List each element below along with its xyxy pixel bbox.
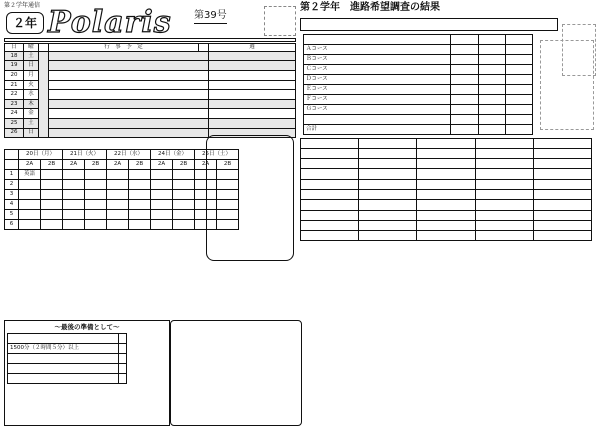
schedule-weekday: 月 [24, 71, 39, 81]
school-row [301, 148, 592, 158]
points-row [8, 354, 127, 364]
lesson-cell [63, 189, 85, 199]
school-cell [301, 159, 359, 169]
course-row [304, 44, 533, 54]
lesson-cell [63, 219, 85, 229]
lesson-cell [19, 219, 41, 229]
schedule-weekday: 日 [24, 61, 39, 71]
schedule-duty [209, 71, 296, 81]
course-row [304, 124, 533, 134]
course-row [304, 94, 533, 104]
points-row [8, 344, 127, 354]
lesson-day-header: 21日（火） [63, 149, 107, 159]
schedule-row [5, 71, 296, 81]
schedule-event [49, 80, 209, 90]
school-cell [533, 220, 591, 230]
course-count [479, 84, 506, 94]
lesson-class-header: 2A [195, 159, 217, 169]
schedule-row [5, 80, 296, 90]
school-cell [417, 179, 475, 189]
course-desc [451, 54, 479, 64]
points-subtitle: 〜最後の準備として〜 [54, 323, 120, 331]
schedule-duty [209, 99, 296, 109]
course-guardian [506, 74, 533, 84]
schedule-row [5, 51, 296, 61]
lesson-cell [19, 199, 41, 209]
schedule-weekday: 土 [24, 51, 39, 61]
schedule-day: 20 [5, 71, 24, 81]
course-name: Ｃコース [304, 64, 451, 74]
lesson-cell [41, 189, 63, 199]
schedule-row [5, 61, 296, 71]
school-cell [475, 189, 533, 199]
schedule-event [49, 61, 209, 71]
issue-number: 第39号 [194, 10, 227, 24]
school-row [301, 200, 592, 210]
course-name: Ｇコース [304, 104, 451, 114]
school-cell [533, 169, 591, 179]
rehearsal-box [170, 320, 302, 426]
lesson-cell [129, 209, 151, 219]
lesson-class-header: 2A [151, 159, 173, 169]
school-cell [417, 148, 475, 158]
course-row [304, 114, 533, 124]
course-guardian [506, 84, 533, 94]
school-cell [301, 220, 359, 230]
schedule-weekday: 水 [24, 90, 39, 100]
school-cell [417, 231, 475, 241]
lesson-cell [173, 209, 195, 219]
lesson-cell [19, 189, 41, 199]
q2-head-guardian [506, 34, 533, 44]
school-row [301, 138, 592, 148]
course-row [304, 74, 533, 84]
points-range [8, 374, 119, 384]
course-name [304, 114, 451, 124]
school-cell [359, 189, 417, 199]
school-cell [417, 189, 475, 199]
school-cell [301, 210, 359, 220]
lesson-cell [85, 219, 107, 229]
schedule-duty [209, 51, 296, 61]
lesson-cell [85, 169, 107, 179]
school-cell [533, 179, 591, 189]
school-row [301, 169, 592, 179]
points-value [119, 364, 127, 374]
course-name: Ａコース [304, 44, 451, 54]
teacher-illustration [540, 40, 594, 130]
lesson-row [5, 179, 239, 189]
school-cell [301, 179, 359, 189]
school-cell [475, 210, 533, 220]
lesson-cell [19, 179, 41, 189]
lessons-table [4, 149, 239, 230]
schedule-day: 26 [5, 128, 24, 138]
lesson-class-header: 2B [41, 159, 63, 169]
course-desc [451, 104, 479, 114]
lesson-cell [85, 209, 107, 219]
q2-table [303, 34, 533, 135]
schedule-weekday: 土 [24, 119, 39, 129]
course-desc [451, 64, 479, 74]
school-cell [301, 148, 359, 158]
schedule-weekday: 日 [24, 128, 39, 138]
course-count [479, 124, 506, 134]
q2-head-desc [451, 34, 479, 44]
lesson-day-header: 24日（金） [151, 149, 195, 159]
school-cell [359, 200, 417, 210]
schedule-row [5, 99, 296, 109]
lesson-cell [107, 179, 129, 189]
lesson-cell [151, 189, 173, 199]
q3-table [300, 138, 592, 242]
school-cell [533, 189, 591, 199]
q2-head-course [304, 34, 451, 44]
course-guardian [506, 64, 533, 74]
course-row [304, 84, 533, 94]
school-cell [475, 148, 533, 158]
school-cell [417, 210, 475, 220]
school-cell [475, 200, 533, 210]
lesson-cell [63, 179, 85, 189]
schedule-event [49, 71, 209, 81]
course-count [479, 74, 506, 84]
lesson-cell [19, 209, 41, 219]
course-count [479, 54, 506, 64]
lesson-cell [63, 169, 85, 179]
points-range [8, 364, 119, 374]
masthead-illustration [264, 6, 296, 36]
lesson-cell [173, 179, 195, 189]
lesson-row [5, 199, 239, 209]
course-guardian [506, 114, 533, 124]
course-count [479, 104, 506, 114]
schedule-row [5, 119, 296, 129]
lesson-cell [173, 169, 195, 179]
school-cell [475, 179, 533, 189]
lesson-cell [41, 169, 63, 179]
school-cell [417, 159, 475, 169]
lesson-row [5, 219, 239, 229]
lesson-cell [151, 219, 173, 229]
newsletter-title: Polaris [48, 5, 172, 40]
lesson-cell [85, 199, 107, 209]
points-box [4, 320, 170, 426]
schedule-duty [209, 80, 296, 90]
lesson-day-header: 22日（水） [107, 149, 151, 159]
sched-head-day: 日 [5, 44, 24, 52]
school-cell [301, 169, 359, 179]
lesson-class-header: 2B [173, 159, 195, 169]
school-cell [359, 138, 417, 148]
school-cell [475, 159, 533, 169]
schedule-weekday: 金 [24, 109, 39, 119]
course-desc [451, 44, 479, 54]
course-row [304, 64, 533, 74]
course-name: Ｂコース [304, 54, 451, 64]
school-cell [417, 138, 475, 148]
course-name: 合計 [304, 124, 451, 134]
q2-head-count [479, 34, 506, 44]
course-name: Ｅコース [304, 84, 451, 94]
course-name: Ｄコース [304, 74, 451, 84]
course-desc [451, 74, 479, 84]
lesson-period: 6 [5, 219, 19, 229]
lesson-class-header: 2B [85, 159, 107, 169]
school-cell [533, 159, 591, 169]
lesson-class-header: 2B [129, 159, 151, 169]
schedule-event [49, 99, 209, 109]
lesson-row [5, 189, 239, 199]
points-value [119, 344, 127, 354]
sched-head-mid [199, 44, 209, 52]
school-cell [359, 210, 417, 220]
school-cell [533, 200, 591, 210]
sched-head-weekday: 曜 [24, 44, 39, 52]
school-cell [533, 138, 591, 148]
school-cell [417, 169, 475, 179]
schedule-duty [209, 119, 296, 129]
school-row [301, 210, 592, 220]
school-cell [475, 231, 533, 241]
lesson-cell: 英語 [19, 169, 41, 179]
masthead-label: 第２学年通信 [4, 2, 41, 9]
schedule-row [5, 90, 296, 100]
school-cell [359, 159, 417, 169]
points-head-a [8, 334, 119, 344]
course-guardian [506, 124, 533, 134]
schedule-day: 24 [5, 109, 24, 119]
lesson-class-header: 2A [107, 159, 129, 169]
lesson-period: 4 [5, 199, 19, 209]
course-row [304, 54, 533, 64]
school-cell [533, 148, 591, 158]
course-desc [451, 124, 479, 134]
right-column [300, 2, 596, 421]
lesson-cell [107, 189, 129, 199]
schedule-event [49, 109, 209, 119]
survey-title: 第２学年 進路希望調査の結果 [300, 2, 440, 13]
course-guardian [506, 44, 533, 54]
course-guardian [506, 94, 533, 104]
school-cell [533, 231, 591, 241]
lesson-cell [129, 219, 151, 229]
school-row [301, 179, 592, 189]
lesson-cell [41, 219, 63, 229]
schedule-day: 18 [5, 51, 24, 61]
points-table [7, 333, 127, 384]
schedule-day: 23 [5, 99, 24, 109]
schedule-duty [209, 109, 296, 119]
points-range [8, 354, 119, 364]
school-cell [475, 169, 533, 179]
points-head-b [119, 334, 127, 344]
lesson-period: 5 [5, 209, 19, 219]
school-row [301, 231, 592, 241]
schedule-weekday: 木 [24, 99, 39, 109]
sched-head-duty: 週 [209, 44, 296, 52]
schedule-day: 21 [5, 80, 24, 90]
school-cell [475, 138, 533, 148]
lesson-cell [151, 179, 173, 189]
schedule-day: 19 [5, 61, 24, 71]
schedule-vertical-note [39, 51, 49, 137]
school-cell [359, 231, 417, 241]
lesson-period: 2 [5, 179, 19, 189]
lesson-cell [129, 189, 151, 199]
school-row [301, 220, 592, 230]
school-cell [417, 200, 475, 210]
q1-box [300, 18, 558, 31]
school-cell [359, 169, 417, 179]
lesson-cell [173, 199, 195, 209]
lesson-cell [107, 169, 129, 179]
points-value [119, 354, 127, 364]
schedule-head-row [5, 44, 296, 52]
school-cell [359, 148, 417, 158]
course-count [479, 94, 506, 104]
lesson-row [5, 209, 239, 219]
course-name: Ｆコース [304, 94, 451, 104]
points-row [8, 364, 127, 374]
lesson-cell [129, 179, 151, 189]
course-desc [451, 114, 479, 124]
lesson-cell [41, 179, 63, 189]
lesson-class-header: 2A [19, 159, 41, 169]
course-guardian [506, 104, 533, 114]
school-cell [475, 220, 533, 230]
schedule-event [49, 128, 209, 138]
lesson-cell [173, 189, 195, 199]
school-cell [359, 220, 417, 230]
lesson-cell [129, 199, 151, 209]
lesson-cell [107, 199, 129, 209]
school-cell [533, 210, 591, 220]
school-cell [301, 200, 359, 210]
schedule-row [5, 109, 296, 119]
masthead [4, 2, 296, 40]
sched-head-events: 行 事 予 定 [49, 44, 199, 52]
school-cell [301, 189, 359, 199]
course-row [304, 104, 533, 114]
lesson-class-header: 2A [63, 159, 85, 169]
course-desc [451, 84, 479, 94]
school-row [301, 189, 592, 199]
lesson-cell [85, 189, 107, 199]
schedule-table [4, 43, 296, 138]
lesson-cell [151, 209, 173, 219]
lesson-cell [107, 209, 129, 219]
lesson-cell [41, 199, 63, 209]
lesson-period: 3 [5, 189, 19, 199]
school-cell [301, 231, 359, 241]
school-cell [301, 138, 359, 148]
schedule-duty [209, 61, 296, 71]
lesson-cell [173, 219, 195, 229]
schedule-event [49, 119, 209, 129]
lesson-cell [41, 209, 63, 219]
course-count [479, 64, 506, 74]
course-guardian [506, 54, 533, 64]
aside-box [206, 135, 294, 261]
school-cell [359, 179, 417, 189]
schedule-duty [209, 90, 296, 100]
lesson-cell [151, 169, 173, 179]
lesson-day-header: 25日（土） [195, 149, 239, 159]
lesson-cell [151, 199, 173, 209]
lesson-class-header: 2B [217, 159, 239, 169]
schedule-day: 25 [5, 119, 24, 129]
left-column [4, 2, 296, 421]
course-count [479, 114, 506, 124]
course-count [479, 44, 506, 54]
school-cell [417, 220, 475, 230]
course-desc [451, 94, 479, 104]
lesson-cell [85, 179, 107, 189]
lesson-cell [63, 199, 85, 209]
points-value [119, 374, 127, 384]
points-range: 1500分（２時間５分）以上 [8, 344, 119, 354]
lesson-cell [63, 209, 85, 219]
schedule-weekday: 火 [24, 80, 39, 90]
schedule-event [49, 90, 209, 100]
lesson-cell [129, 169, 151, 179]
lesson-cell [107, 219, 129, 229]
grade-badge: ２年 [6, 12, 44, 34]
school-row [301, 159, 592, 169]
lesson-day-header: 20日（月） [19, 149, 63, 159]
points-row [8, 374, 127, 384]
lesson-period: 1 [5, 169, 19, 179]
sched-head-vertical [39, 44, 49, 52]
schedule-event [49, 51, 209, 61]
schedule-day: 22 [5, 90, 24, 100]
lesson-row [5, 169, 239, 179]
